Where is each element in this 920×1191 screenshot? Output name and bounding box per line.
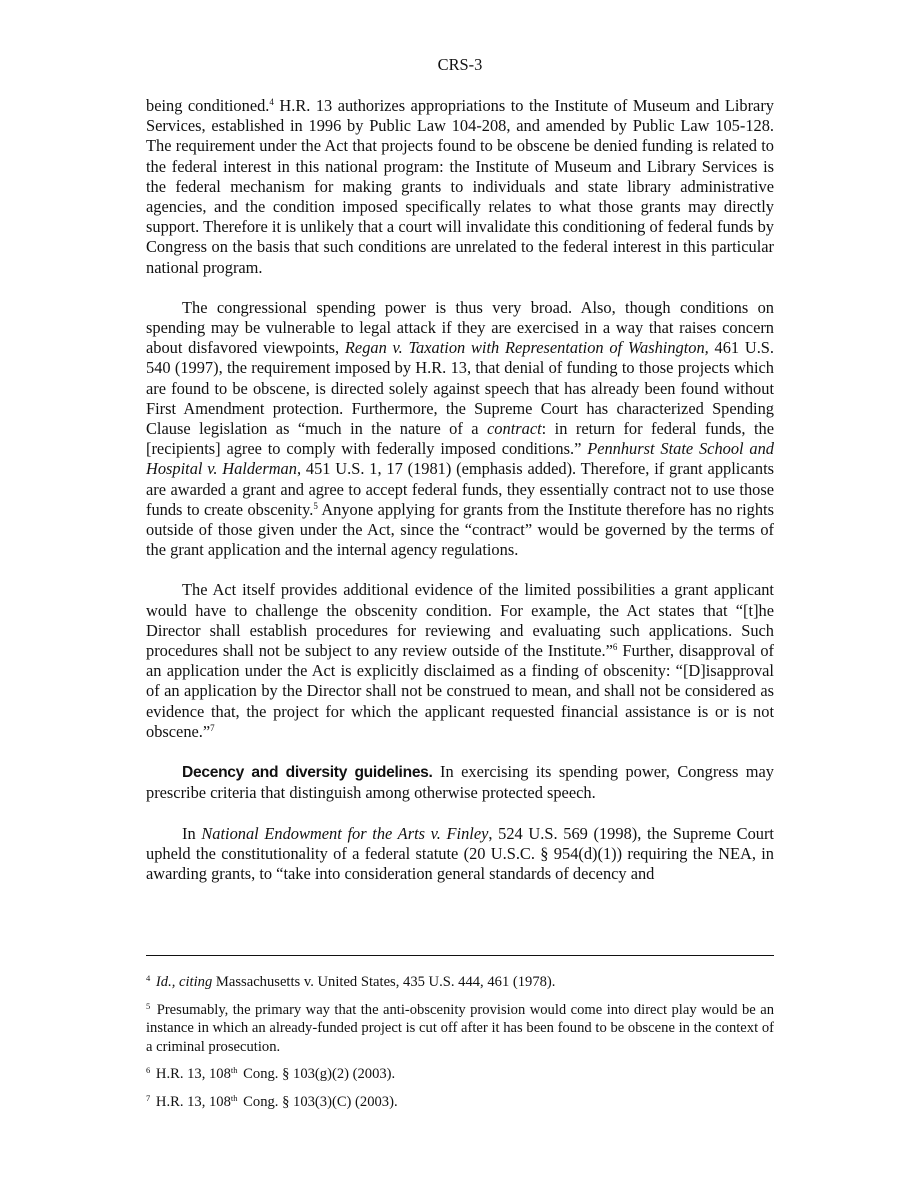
case-citation: Regan v. Taxation with Representation of Washington, [344,338,709,358]
text-run: being conditioned. [146,96,270,115]
footnote-number: 4 [146,973,151,983]
footnote-ref: 4 [269,97,274,107]
footnote-6 [146,1065,774,1084]
footnote-text: H.R. 13, 108 [155,1066,231,1082]
footnote-divider [146,955,774,956]
text-run: Further, disapproval of an application under the Act is explicitly disclaimed as a finding of obscenity: “[D]isapproval of an application by the Director shall not be construed to mean, and shall not be considered as evidence that, the project for which the applicant requested financial assistance is or is not obscene.” [146,641,774,741]
document-page [146,0,774,1191]
footnote-text: Massachusetts v. United States, 435 U.S. 444, 461 (1978). [212,974,556,990]
citation-signal: Id., citing [155,974,213,990]
paragraph-3 [146,580,774,742]
footnote-number: 7 [146,1092,151,1103]
body-text [146,96,774,904]
text-run: H.R. 13 authorizes appropriations to the Institute of Museum and Library Services, established in 1996 by Public Law 104-208, and amended by Public Law 105-128. The requirement under the Act that projects found to be obscene be denied funding is related to the federal interest in this national program: the Institute of Museum and Library Services is the federal mechanism for making grants to individuals and state library administrative agencies, and the condition imposed specifically relates to what those grants may directly support. Therefore it is unlikely that a court will invalidate this conditioning of federal funds by Congress on the basis that such conditions are unrelated to the federal interest in this particular national program. [146,96,774,277]
section-heading: Decency and diversity guidelines. [182,764,433,782]
footnote-text: Presumably, the primary way that the anti-obscenity provision would come into direct play would be an instance in which an already-funded project is cut off after it has been found to be obscene in the context of a criminal prosecution. [146,1001,774,1055]
footnote-text: Cong. § 103(g)(2) (2003). [239,1066,396,1082]
footnote-text: H.R. 13, 108 [155,1093,231,1110]
footnote-7 [146,1093,774,1112]
text-run: In [182,823,202,843]
text-run: , 524 U.S. 569 (1998), the Supreme Court upheld the constitutionality of a federal statute (20 U.S.C. § 954(d)(1)) requiring the NEA, in awarding grants, to “take into consideration general standards of decency and [146,823,774,883]
emphasis: contract [487,419,542,439]
footnote-ref: 6 [612,642,618,653]
footnote-number: 5 [146,1000,151,1011]
text-run: Anyone applying for grants from the Institute therefore has no rights outside of those given under the Act, since the “contract” would be governed by the terms of the grant application and the internal agency regulations. [146,499,774,560]
footnote-5 [146,1001,774,1057]
paragraph-4 [146,762,774,803]
text-run: The congressional spending power is thus very broad. Also, though conditions on spending may be vulnerable to legal attack if they are exercised in a way that raises concern about disfavored viewpoints, [146,297,774,358]
paragraph-2 [146,298,774,561]
page-header: CRS-3 [437,55,483,74]
footnotes [146,973,774,1120]
case-citation: Pennhurst State School and Hospital v. Halderman [146,439,774,479]
paragraph-5 [146,824,774,885]
ordinal-suffix: th [230,1065,238,1075]
footnote-4 [146,973,774,992]
text-run: 461 U.S. 540 (1997), the requirement imposed by H.R. 13, that denial of funding to those projects which are found to be obscene, is directed solely against speech that has already been found without First Amendment protection. Furthermore, the Supreme Court has characterized Spending Clause legislation as “much in the nature of a [146,338,775,439]
paragraph-1 [146,96,774,278]
footnote-number: 6 [146,1065,151,1075]
footnote-ref: 7 [210,722,215,733]
case-citation: National Endowment for the Arts v. Finley [201,823,489,843]
text-run: , 451 U.S. 1, 17 (1981) (emphasis added). Therefore, if grant applicants are awarded a grant and agree to accept federal funds, they essentially contract not to use those funds to create obscenity. [146,459,774,519]
text-run: In exercising its spending power, Congress may prescribe criteria that distinguish among otherwise protected speech. [146,762,774,803]
footnote-text: Cong. § 103(3)(C) (2003). [239,1093,398,1110]
text-run: The Act itself provides additional evidence of the limited possibilities a grant applicant would have to challenge the obscenity condition. For example, the Act states that “[t]he Director shall establish procedures for reviewing and evaluating such applications. Such procedures shall not be subject to any review outside of the Institute.” [146,580,774,661]
text-run: : in return for federal funds, the [recipients] agree to comply with federally imposed conditions.” [146,419,774,459]
footnote-ref: 5 [313,500,318,511]
ordinal-suffix: th [230,1092,238,1103]
